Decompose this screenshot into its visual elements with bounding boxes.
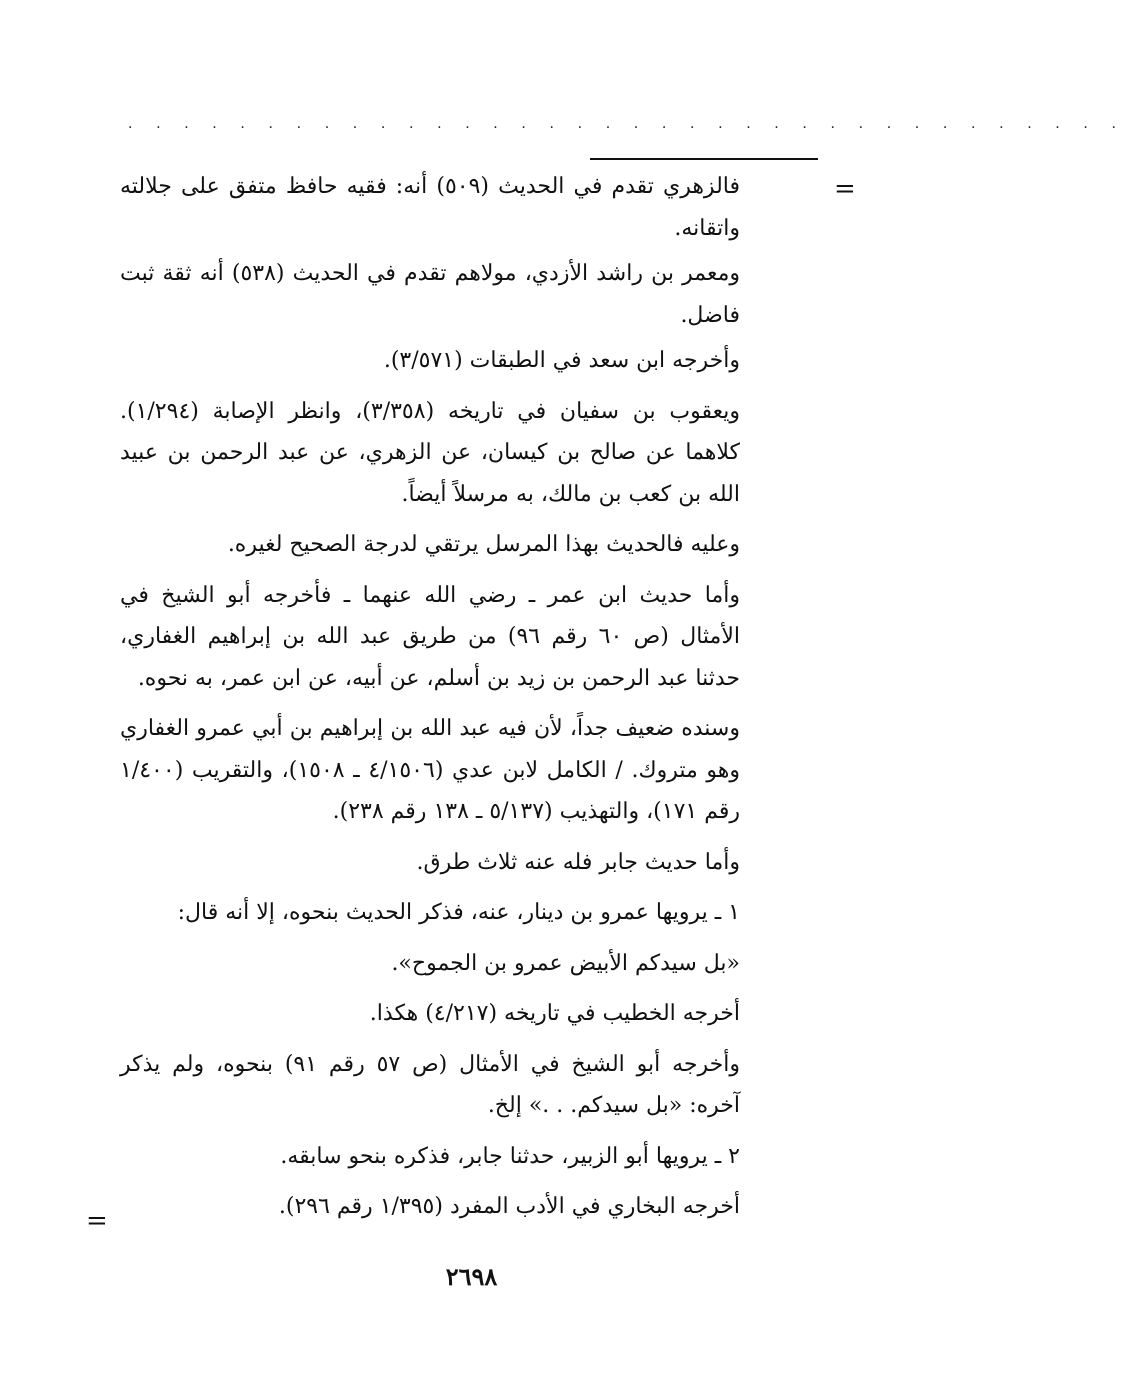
- continuation-mark-bottom: =: [86, 1206, 108, 1236]
- quotation: «بل سيدكم الأبيض عمرو بن الجموح».: [391, 950, 740, 976]
- paragraph: وأما حديث ابن عمر ـ رضي الله عنهما ـ فأخرجه أبو الشيخ في الأمثال (ص ٦٠ رقم ٩٦) من طريق عبد الله بن إبراهيم الغفاري، حدثنا عبد الرحمن بن زيد بن أسلم، عن أبيه، عن ابن عمر، به نحوه.: [120, 582, 740, 691]
- paragraph: ٢ ـ يرويها أبو الزبير، حدثنا جابر، فذكره بنحو سابقه.: [280, 1143, 740, 1169]
- paragraph: أخرجه البخاري في الأدب المفرد (١/٣٩٥ رقم ٢٩٦).: [278, 1194, 740, 1219]
- paragraph: أخرجه الخطيب في تاريخه (٤/٢١٧) هكذا.: [369, 1001, 740, 1026]
- paragraph: فالزهري تقدم في الحديث (٥٠٩) أنه: فقيه حافظ متفق على جلالته واتقانه.: [120, 174, 740, 241]
- page-number: ٢٦٩٨: [445, 1262, 498, 1291]
- paragraph: وسنده ضعيف جداً، لأن فيه عبد الله بن إبراهيم بن أبي عمرو الغفاري وهو متروك. / الكامل لابن عدي (٤/١٥٠٦ ـ ١٥٠٨)، والتقريب (١/٤٠٠ رقم ١٧١)، والتهذيب (٥/١٣٧ ـ ١٣٨ رقم ٢٣٨).: [120, 716, 740, 824]
- paragraph: ١ ـ يرويها عمرو بن دينار، عنه، فذكر الحديث بنحوه، إلا أنه قال:: [177, 900, 740, 925]
- footnote-rule: [590, 158, 818, 160]
- continuation-mark-top: =: [834, 174, 856, 204]
- paragraph: وأما حديث جابر فله عنه ثلاث طرق.: [416, 849, 740, 875]
- paragraph: ويعقوب بن سفيان في تاريخه (٣/٣٥٨)، وانظر الإصابة (١/٢٩٤). كلاهما عن صالح بن كيسان، عن الزهري، عن عبد الرحمن بن عبيد الله بن كعب بن مالك، به مرسلاً أيضاً.: [120, 398, 740, 507]
- paragraph: وأخرجه ابن سعد في الطبقات (٣/٥٧١).: [383, 348, 740, 373]
- separator-dots: . . . . . . . . . . . . . . . . . . . . . . . . . . . . . . . . . . . .: [128, 116, 1126, 132]
- body-text: [120, 166, 740, 1237]
- paragraph: ومعمر بن راشد الأزدي، مولاهم تقدم في الحديث (٥٣٨) أنه ثقة ثبت فاضل.: [120, 261, 740, 328]
- paragraph: وأخرجه أبو الشيخ في الأمثال (ص ٥٧ رقم ٩١) بنحوه، ولم يذكر آخره: «بل سيدكم. . .» إلخ.: [120, 1051, 740, 1118]
- paragraph: وعليه فالحديث بهذا المرسل يرتقي لدرجة الصحيح لغيره.: [227, 532, 740, 557]
